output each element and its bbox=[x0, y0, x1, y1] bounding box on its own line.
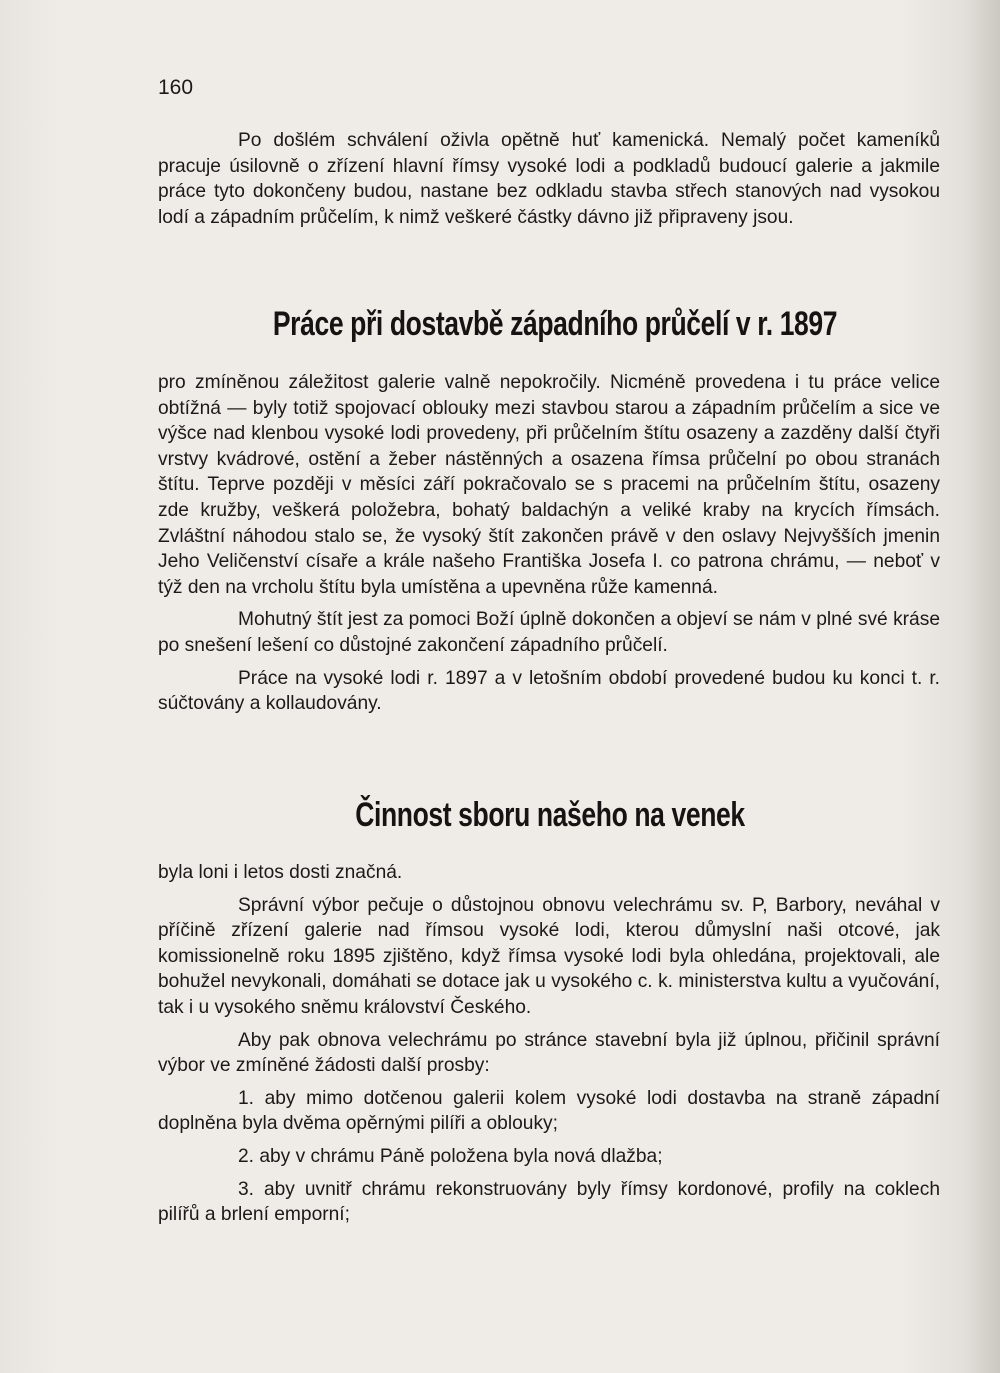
intro-paragraph-block bbox=[158, 128, 940, 230]
paragraph: Mohutný štít jest za pomoci Boží úplně dokončen a objeví se nám v plné své kráse po snešení lešení co důstojné zakončení západního průčelí. bbox=[158, 609, 940, 656]
facade-works-text bbox=[158, 370, 940, 717]
page-number: 160 bbox=[158, 76, 194, 99]
paragraph: Aby pak obnova velechrámu po stránce stavební byla již úplnou, přičinil správní výbor ve zmíněné žádosti další prosby: bbox=[158, 1029, 940, 1077]
page-edge-shadow bbox=[960, 0, 1000, 1373]
outreach-text bbox=[158, 860, 940, 1228]
list-item: 1. aby mimo dotčenou galerii kolem vysoké lodi dostavba na straně západní doplněna byla dvěma opěrnými pilíři a oblouky; bbox=[158, 1087, 940, 1135]
list-item: 2. aby v chrámu Páně položena byla nová dlažba; bbox=[238, 1145, 663, 1167]
paragraph: Práce na vysoké lodi r. 1897 a v letošním období provedené budou ku konci t. r. súčtovány a kollaudovány. bbox=[158, 667, 940, 715]
paragraph: Správní výbor pečuje o důstojnou obnovu velechrámu sv. P, Barbory, neváhal v příčině zřízení galerie nad římsou vysoké lodi, kterou důmyslní naši otcové, jak komissionelně roku 1895 zjištěno, když římsa vysoké lodi byla ohledána, projektovali, ale bohužel nevykonali, domáhati se dotace jak u vysokého c. k. ministerstva kultu a vyučování, tak i u vysokého sněmu království Českého. bbox=[158, 894, 940, 1018]
paragraph: Po došlém schválení oživla opětně huť kamenická. Nemalý počet kameníků pracuje úsilovně o zřízení hlavní římsy vysoké lodi a podkladů budoucí galerie a jakmile práce tyto dokončeny budou, nastane bez odkladu stavba střech stanových nad vysokou lodí a západním průčelím, k nimž veškeré částky dávno již připraveny jsou. bbox=[158, 130, 940, 228]
section-heading-facade-works: Práce při dostavbě západního průčelí v r. 1897 bbox=[272, 305, 838, 343]
list-item: 3. aby uvnitř chrámu rekonstruovány byly římsy kordonové, profily na coklech pilířů a brlení emporní; bbox=[158, 1178, 940, 1226]
paragraph: byla loni i letos dosti značná. bbox=[158, 862, 403, 883]
paragraph: pro zmíněnou záležitost galerie valně nepokročily. Nicméně provedena i tu práce velice obtížná — byly totiž spojovací oblouky mezi stavbou starou a západním průčelím a sice ve výšce nad klenbou vysoké lodi provedeny, při průčelním štítu osazeny a zazděny další čtyři vrstvy kvádrové, ostění a žeber nástěnných a osazena římsa průčelní po obou stranách štítu. Teprve později v měsíci září pokračovalo se s pracemi na průčelním štítu, osazeny zde kružby, veškerá položebra, bohatý baldachýn a veliké kraby na krycích římsách. Zvláštní náhodou stalo se, že vysoký štít zakončen právě v den oslavy Nejvyšších jmenin Jeho Veličenství císaře a krále našeho Františka Josefa I. co patrona chrámu, — neboť v týž den na vrcholu štítu byla umístěna a upevněna růže kamenná. bbox=[158, 372, 940, 598]
section-heading-outreach: Činnost sboru našeho na venek bbox=[355, 796, 745, 834]
